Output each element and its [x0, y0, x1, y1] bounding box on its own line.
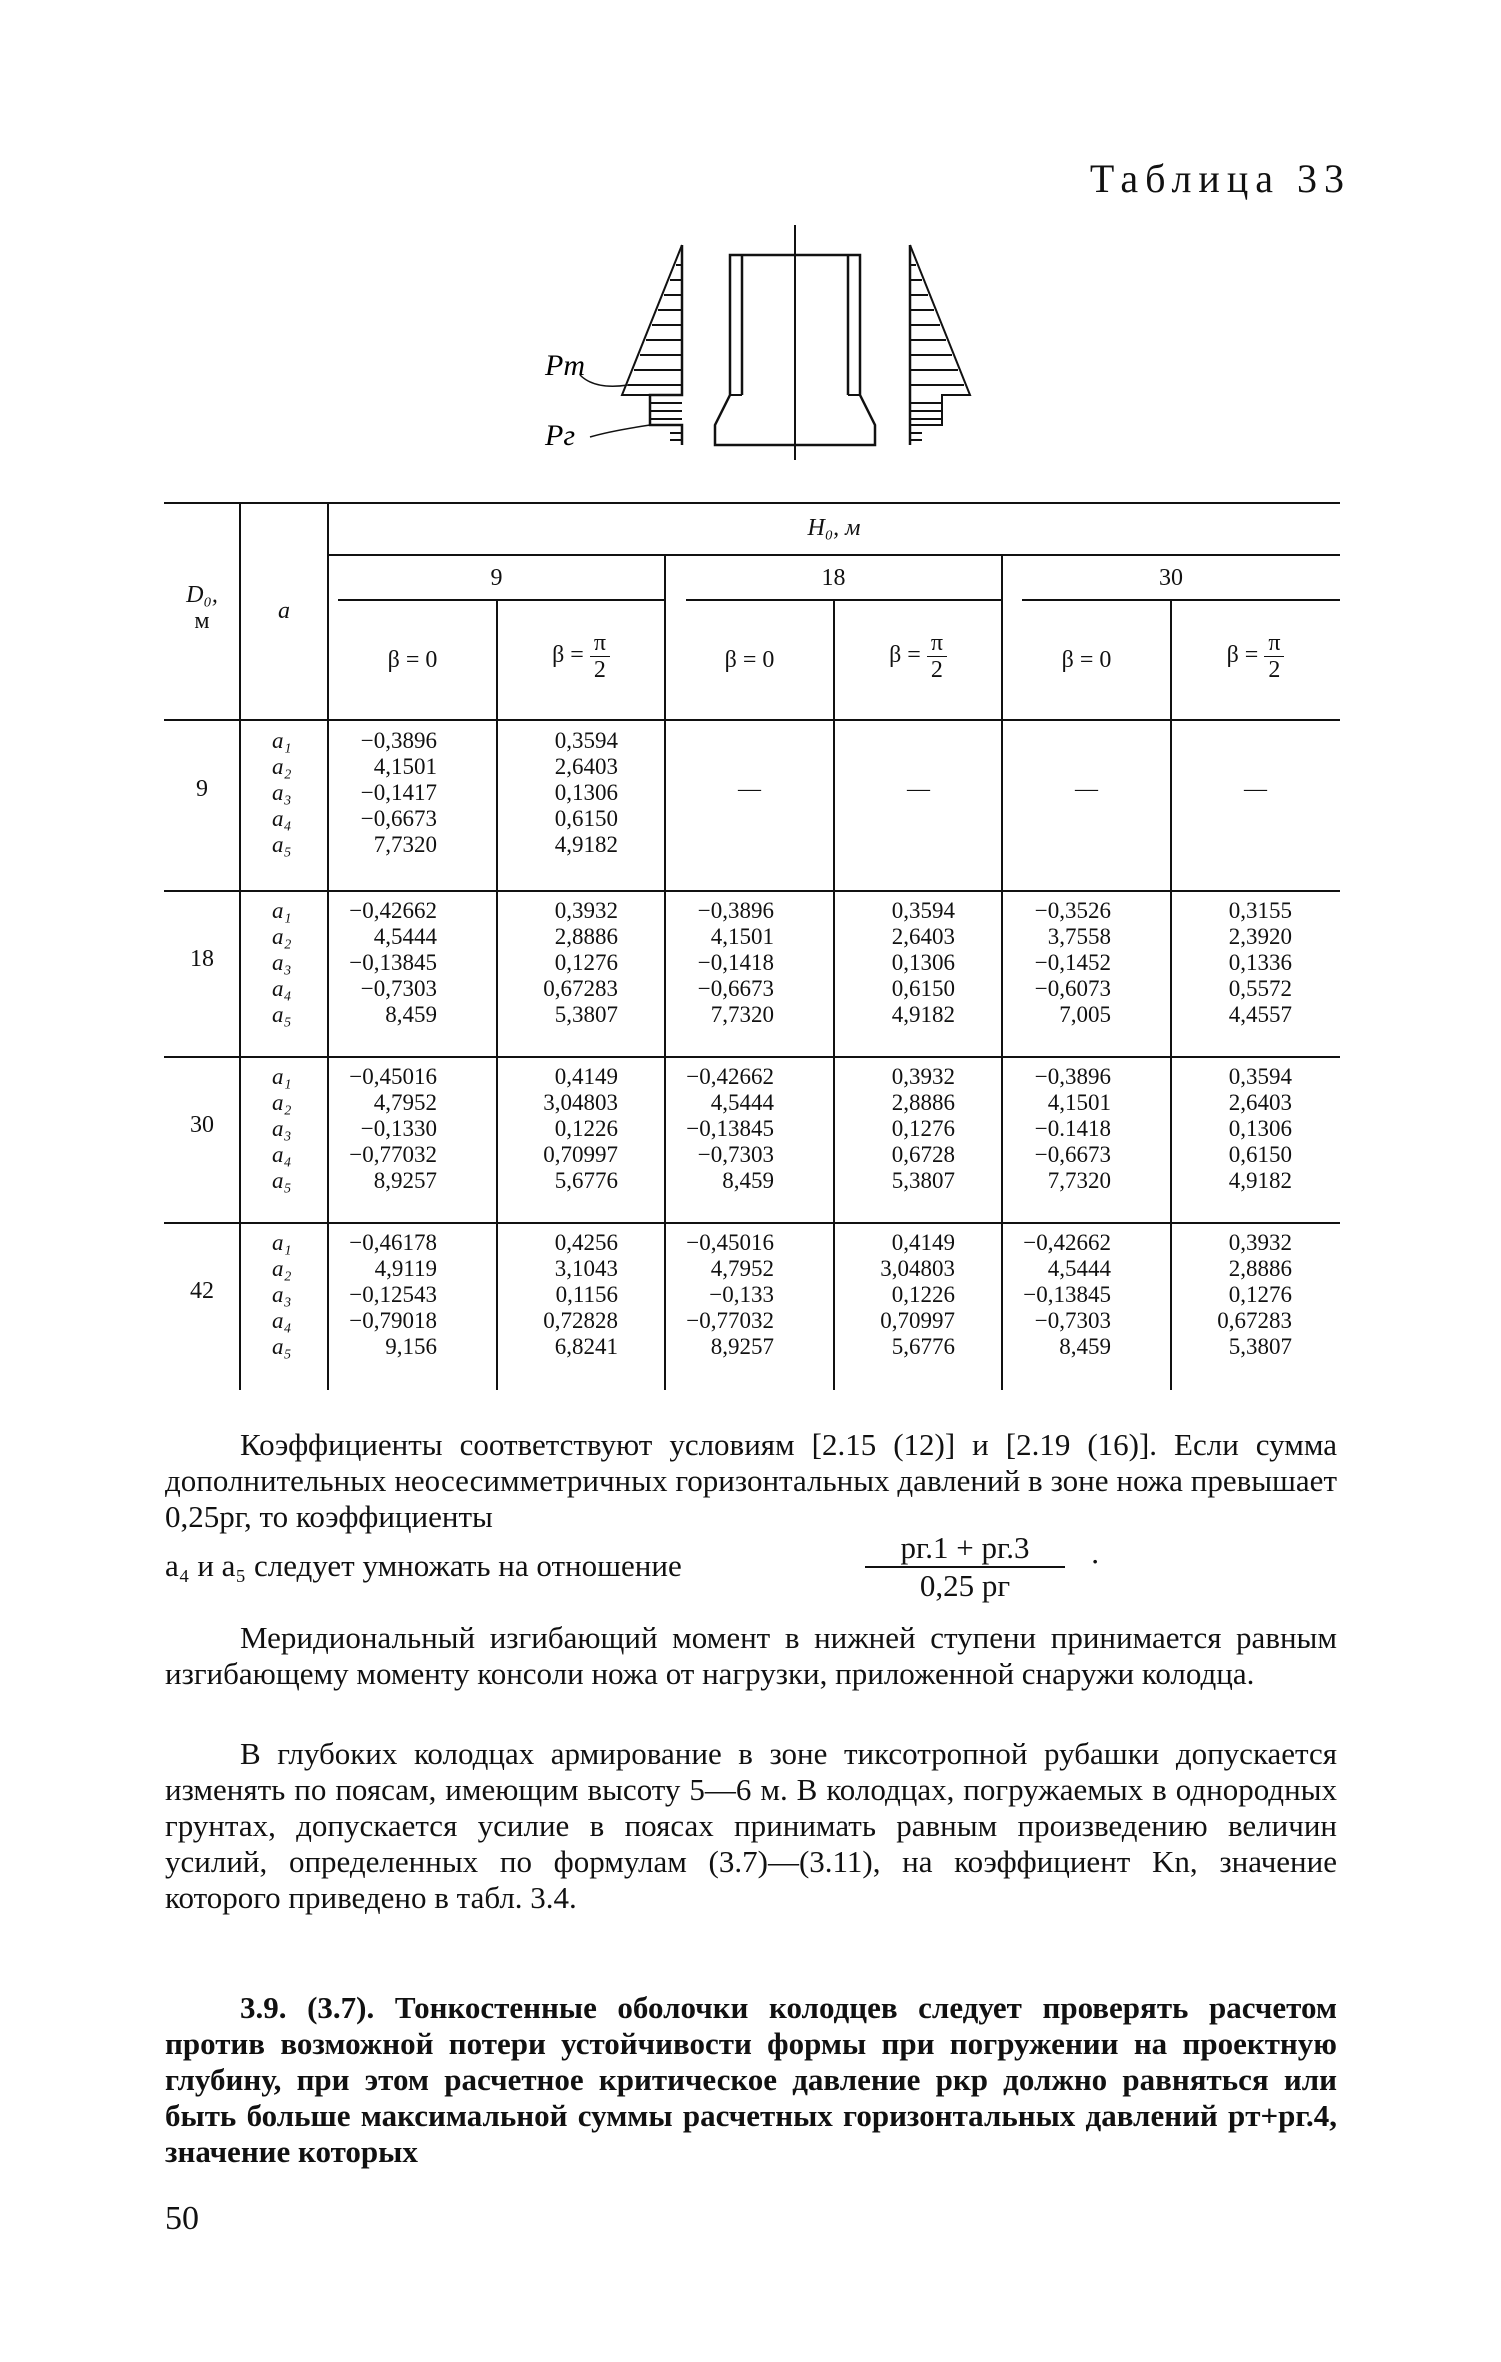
coef-value: 3,04803 — [880, 1256, 955, 1281]
coef-value: 8,9257 — [373, 1168, 437, 1193]
coef-value: 4,7952 — [710, 1256, 774, 1281]
coef-column — [328, 1230, 437, 1360]
a-label: a₅ — [272, 832, 292, 857]
coef-value: 0,3594 — [891, 898, 955, 923]
coef-column — [665, 898, 774, 1028]
coef-value: 5,3807 — [1228, 1334, 1292, 1359]
coef-value: 7,7320 — [1047, 1168, 1111, 1193]
coef-value: 3,7558 — [1047, 924, 1111, 949]
coef-value: 0,4149 — [891, 1230, 955, 1255]
beta-eq: β = — [889, 642, 921, 669]
coef-value: 7,7320 — [710, 1002, 774, 1027]
coef-value: 4,7952 — [373, 1090, 437, 1115]
coef-value: −0,6073 — [1034, 976, 1111, 1001]
coef-value: 8,9257 — [710, 1334, 774, 1359]
empty-dash: — — [738, 776, 761, 801]
formula-dot: · — [1090, 1544, 1101, 1579]
coef-value: −0,79018 — [349, 1308, 437, 1333]
coef-value: 0,1306 — [554, 780, 618, 805]
two: 2 — [1268, 657, 1281, 683]
coef-column — [665, 1064, 774, 1194]
coef-value: 0,67283 — [1217, 1308, 1292, 1333]
a-label: a₅ — [272, 1002, 292, 1027]
row-d0: 42 — [190, 1278, 214, 1304]
coef-value: 0,1306 — [891, 950, 955, 975]
coef-value: 8,459 — [385, 1002, 437, 1027]
coef-value: −0,45016 — [686, 1230, 774, 1255]
coef-value: 0,4256 — [554, 1230, 618, 1255]
coef-value: −0,1417 — [360, 780, 437, 805]
coef-column — [497, 898, 618, 1028]
coef-value: 5,3807 — [891, 1168, 955, 1193]
coef-value: 6,8241 — [554, 1334, 618, 1359]
coef-column — [328, 728, 437, 858]
coef-column — [1002, 776, 1171, 802]
coef-value: −0,1418 — [697, 950, 774, 975]
empty-dash: — — [1075, 776, 1098, 801]
pi: π — [590, 630, 610, 657]
header-betapi-3 — [1171, 630, 1340, 683]
coef-value: −0,42662 — [349, 898, 437, 923]
coef-value: −0,12543 — [349, 1282, 437, 1307]
coef-value: 0,72828 — [543, 1308, 618, 1333]
coef-value: −0,7303 — [1034, 1308, 1111, 1333]
coef-value: 7,7320 — [373, 832, 437, 857]
coef-value: 0,1226 — [554, 1116, 618, 1141]
coef-value: 4,9182 — [554, 832, 618, 857]
coef-value: −0,1452 — [1034, 950, 1111, 975]
coef-value: −0,46178 — [349, 1230, 437, 1255]
coef-column — [1171, 898, 1292, 1028]
coef-value: −0,42662 — [686, 1064, 774, 1089]
coef-value: 0,6150 — [891, 976, 955, 1001]
a-label: a₁ — [272, 898, 292, 923]
coef-value: 3,1043 — [554, 1256, 618, 1281]
coef-value: 8,459 — [722, 1168, 774, 1193]
page-number: 50 — [165, 2200, 199, 2237]
coef-column — [1002, 1064, 1111, 1194]
coef-value: 5,6776 — [891, 1334, 955, 1359]
paragraph-1: Коэффициенты соответствуют условиям [2.15 (12)] и [2.19 (16)]. Если сумма дополнительных неосесимметричных горизонтальных давлений в зоне ножа превышает 0,25pг, то коэффициенты — [165, 1427, 1337, 1534]
coef-value: 4,1501 — [710, 924, 774, 949]
coef-value: 0,67283 — [543, 976, 618, 1001]
a-label: a₁ — [272, 1230, 292, 1255]
coef-value: 5,3807 — [554, 1002, 618, 1027]
coef-value: −0,13845 — [349, 950, 437, 975]
coef-column — [1171, 776, 1340, 802]
a-label: a₃ — [272, 950, 292, 975]
label-pt: Pт — [545, 349, 585, 382]
header-d0-label: D₀, — [186, 582, 218, 608]
coef-value: 4,5444 — [710, 1090, 774, 1115]
a-label: a₅ — [272, 1334, 292, 1359]
header-beta0-1: β = 0 — [387, 647, 438, 673]
a-label-list — [272, 898, 312, 1028]
coef-column — [834, 898, 955, 1028]
two: 2 — [593, 657, 606, 683]
coef-column — [834, 1064, 955, 1194]
header-beta0-3: β = 0 — [1061, 647, 1112, 673]
coef-value: −0,77032 — [686, 1308, 774, 1333]
coefficients-table — [164, 500, 1340, 1390]
a-label: a₂ — [272, 754, 292, 779]
coef-value: −0,7303 — [360, 976, 437, 1001]
two: 2 — [930, 657, 943, 683]
a-label: a₄ — [272, 1308, 292, 1333]
pressure-diagram-svg — [510, 225, 1030, 465]
coef-value: 0,1336 — [1228, 950, 1292, 975]
well-pressure-figure — [510, 225, 1030, 465]
header-h0: H₀, м — [807, 515, 861, 541]
coef-value: 2,6403 — [891, 924, 955, 949]
coef-value: 4,1501 — [373, 754, 437, 779]
header-beta0-2: β = 0 — [724, 647, 775, 673]
coef-value: −0,45016 — [349, 1064, 437, 1089]
coef-value: −0,42662 — [1023, 1230, 1111, 1255]
coef-value: −0,3896 — [1034, 1064, 1111, 1089]
coef-value: 0,1226 — [891, 1282, 955, 1307]
coef-value: 0,1276 — [554, 950, 618, 975]
table-title: Таблица 33 — [1089, 156, 1351, 201]
right-pressure-diagram — [910, 245, 970, 445]
a-label-list — [272, 1230, 312, 1360]
coef-value: −0,6673 — [697, 976, 774, 1001]
coef-value: 4,9119 — [374, 1256, 437, 1281]
coef-value: 0,1156 — [555, 1282, 618, 1307]
a-label: a₁ — [272, 1064, 292, 1089]
coef-column — [1002, 1230, 1111, 1360]
left-pressure-diagram — [580, 245, 682, 445]
coef-value: 3,04803 — [543, 1090, 618, 1115]
coef-value: 0,1276 — [1228, 1282, 1292, 1307]
ratio-numerator: pг.1 + pг.3 — [865, 1530, 1065, 1568]
beta-eq: β = — [1226, 642, 1259, 669]
coef-value: 0,1276 — [891, 1116, 955, 1141]
coef-column — [834, 1230, 955, 1360]
coef-value: 2,8886 — [554, 924, 618, 949]
coef-value: 4,5444 — [373, 924, 437, 949]
a-label: a₃ — [272, 1116, 292, 1141]
coef-column — [665, 776, 834, 802]
coef-value: 5,6776 — [554, 1168, 618, 1193]
coef-value: 0,1306 — [1228, 1116, 1292, 1141]
coef-column — [497, 1064, 618, 1194]
coef-column — [497, 1230, 618, 1360]
coef-value: 7,005 — [1059, 1002, 1111, 1027]
coef-value: 0,4149 — [554, 1064, 618, 1089]
row-d0: 30 — [190, 1112, 214, 1138]
paragraph-2: Меридиональный изгибающий момент в нижней ступени принимается равным изгибающему моменту консоли ножа от нагрузки, приложенной снаружи колодца. — [165, 1620, 1337, 1691]
coef-value: −0,3896 — [697, 898, 774, 923]
a-label-list — [272, 1064, 312, 1194]
coef-value: 0,3932 — [554, 898, 618, 923]
a-label: a₄ — [272, 806, 292, 831]
coef-column — [665, 1230, 774, 1360]
coef-column — [834, 776, 1003, 802]
coef-value: −0,13845 — [1023, 1282, 1111, 1307]
coef-value: 9,156 — [385, 1334, 437, 1359]
coef-value: −0,1330 — [360, 1116, 437, 1141]
coef-value: 0,3932 — [1228, 1230, 1292, 1255]
coef-column — [1171, 1064, 1292, 1194]
a-label: a₂ — [272, 1090, 292, 1115]
coef-value: 4,9182 — [1228, 1168, 1292, 1193]
formula-line — [165, 1530, 1337, 1610]
pi: π — [1264, 630, 1284, 657]
coef-value: −0,6673 — [360, 806, 437, 831]
paragraph-4: 3.9. (3.7). Тонкостенные оболочки колодцев следует проверять расчетом против возможной потери устойчивости формы при погружении на проектную глубину, при этом расчетное критическое давление pкр должно равняться или быть больше максимальной суммы расчетных горизонтальных давлений pт+pг.4, значение которых — [165, 1990, 1337, 2169]
ratio-fraction — [865, 1530, 1065, 1604]
coef-value: 0,6150 — [554, 806, 618, 831]
a-label: a₄ — [272, 976, 292, 1001]
row-d0: 9 — [196, 776, 208, 802]
coef-value: −0.1418 — [1034, 1116, 1111, 1141]
header-h-9: 9 — [490, 565, 503, 591]
a-label: a₂ — [272, 1256, 292, 1281]
paragraph-1-tail: a₄ и a₅ следует умножать на отношение — [165, 1548, 682, 1583]
coef-column — [328, 1064, 437, 1194]
coef-value: 2,8886 — [1228, 1256, 1292, 1281]
header-d0 — [164, 582, 240, 634]
coef-value: 4,1501 — [1047, 1090, 1111, 1115]
a-label: a₃ — [272, 780, 292, 805]
a-label: a₄ — [272, 1142, 292, 1167]
coef-column — [1171, 1230, 1292, 1360]
coef-value: 8,459 — [1059, 1334, 1111, 1359]
a-label: a₃ — [272, 1282, 292, 1307]
coef-value: 4,9182 — [891, 1002, 955, 1027]
coef-value: 0,6728 — [891, 1142, 955, 1167]
header-d0-unit: м — [194, 608, 210, 634]
coef-column — [497, 728, 618, 858]
coef-value: 0,3594 — [1228, 1064, 1292, 1089]
coef-value: 0,70997 — [543, 1142, 618, 1167]
label-pg: Pг — [545, 419, 576, 452]
coef-value: −0,7303 — [697, 1142, 774, 1167]
a-label: a₂ — [272, 924, 292, 949]
coef-value: 0,70997 — [880, 1308, 955, 1333]
header-betapi-2 — [834, 630, 1002, 683]
coef-value: −0,133 — [709, 1282, 774, 1307]
coef-value: 0,6150 — [1228, 1142, 1292, 1167]
pi: π — [927, 630, 947, 657]
header-h-30: 30 — [1159, 565, 1183, 591]
coef-value: 0,3932 — [891, 1064, 955, 1089]
a-label: a₅ — [272, 1168, 292, 1193]
header-h-18: 18 — [821, 565, 846, 591]
coef-value: 0,3594 — [554, 728, 618, 753]
a-label: a₁ — [272, 728, 292, 753]
header-a: a — [278, 598, 290, 624]
ratio-denominator: 0,25 pг — [919, 1568, 1011, 1603]
coef-value: 4,5444 — [1047, 1256, 1111, 1281]
coef-value: −0,77032 — [349, 1142, 437, 1167]
coef-value: 4,4557 — [1228, 1002, 1292, 1027]
coef-value: 2,6403 — [554, 754, 618, 779]
coef-value: 2,3920 — [1228, 924, 1292, 949]
coef-value: 0,3155 — [1228, 898, 1292, 923]
coef-value: −0,3526 — [1034, 898, 1111, 923]
header-betapi-1 — [497, 630, 665, 683]
beta-eq: β = — [552, 642, 584, 669]
paragraph-3: В глубоких колодцах армирование в зоне тиксотропной рубашки допускается изменять по поясам, имеющим высоту 5—6 м. В колодцах, погружаемых в однородных грунтах, допускается усилие в поясах принимать равным произведению величин усилий, определенных по формулам (3.7)—(3.11), на коэффициент Kn, значение которого приведено в табл. 3.4. — [165, 1736, 1337, 1915]
coef-column — [328, 898, 437, 1028]
coef-value: 2,6403 — [1228, 1090, 1292, 1115]
coef-value: −0,13845 — [686, 1116, 774, 1141]
row-d0: 18 — [190, 946, 214, 972]
coef-value: 2,8886 — [891, 1090, 955, 1115]
coef-column — [1002, 898, 1111, 1028]
a-label-list — [272, 728, 312, 858]
empty-dash: — — [1244, 776, 1267, 801]
empty-dash: — — [907, 776, 930, 801]
coef-value: −0,3896 — [360, 728, 437, 753]
coef-value: −0,6673 — [1034, 1142, 1111, 1167]
coef-value: 0,5572 — [1228, 976, 1292, 1001]
